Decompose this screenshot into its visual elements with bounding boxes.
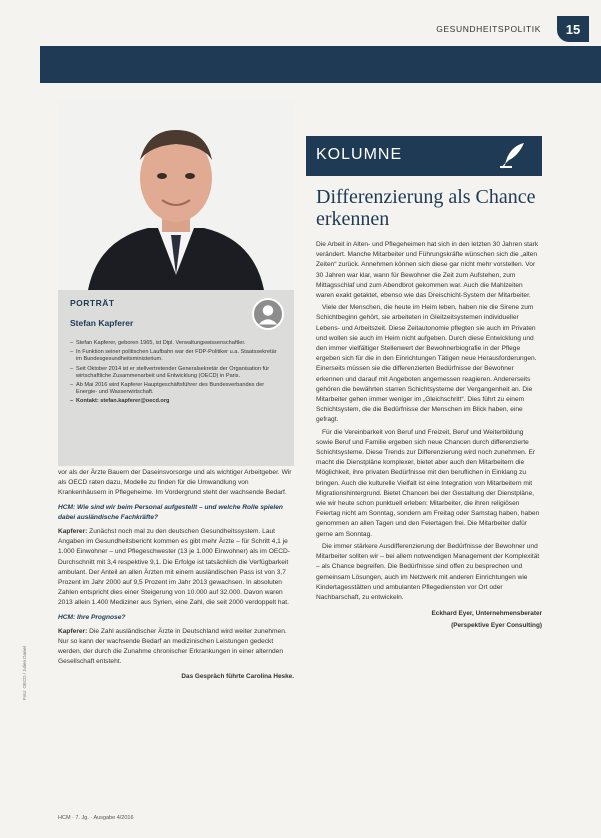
answer-speaker: Kapferer: [58,528,88,536]
photo-credit: Foto: OECD / Julien Daniel [22,645,27,700]
answer-text: Zunächst noch mal zu den deutschen Gesundheitssystem. Laut Angaben im Gesundheitsbericht kommen es gibt mehr Ärzte – für Schritt 4,1 je 1.000 Einwohner – und Pflegeschwester (13 je 1.000 Einwohner) als im OECD-Durchschnitt mit 3,4 respektive 9,1. Die Erfolge ist tatsächlich die Verfügbarkeit ambulant. Der Anteil an allen Ärzten mit einem ausländischen Pass ist von 3,7 Prozent im Jahr 2000 auf 9,5 Prozent im Jahr 2013 gewachsen. In absoluten Zahlen entspricht dies einer Steigerung von 10.000 auf 32.000. Davon waren 2013 allein 1.400 Mediziner aus Syrien, eine Zahl, die seit 2000 verdoppelt hat. [58,528,291,607]
top-color-band [40,46,601,83]
answer-speaker: Kapferer: [58,627,88,635]
kolumne-headline: Differenzierung als Chance erkennen [316,186,536,230]
portrait-name: Stefan Kapferer [70,318,134,328]
kolumne-paragraph: Für die Vereinbarkeit von Beruf und Freizeit, Beruf und Weiterbildung sowie Beruf und Familie ergeben sich neue Chancen durch differenzierte Schichtsysteme. Diese Trends zur Differenzierung wird noch zunehmen. Er macht die Dienstpläne komplexer, bietet aber auch den Mitarbeitern die Möglichkeit, ihre privaten Bedürfnisse mit den beruflichen in Einklang zu bringen. Auch die kulturelle Vielfalt ist eine Integration von Mitarbeitern mit Migrationshintergrund. Bietet Chancen bei der Gestaltung der Dienstpläne, wie wir heute schon punktuell erleben: Mitarbeiter, die ihren religiösen Feiertag nicht am Sonntag, sondern am Freitag oder Samstag haben, haben genommen an allen Tagen und den Feiertagen frei. Die Mitarbeiter dafür gerne am Sonntag. [316,428,540,538]
bio-item: – Ab Mai 2016 wird Kapferer Hauptgeschäftsführer des Bundesverbandes der Energie- und Wasserwirtschaft. [70,382,282,396]
interview-question: HCM: Ihre Prognose? [58,613,126,621]
page-footer: HCM · 7. Jg. · Ausgabe 4/2016 [58,815,134,821]
kolumne-author: Eckhard Eyer, Unternehmensberater [431,610,542,618]
kolumne-text [316,240,542,632]
portrait-box [58,290,294,466]
bio-list [70,340,282,406]
section-title: GESUNDHEITSPOLITIK [436,24,541,34]
interview-text [58,468,294,682]
portrait-photo [58,100,294,290]
person-icon [252,298,284,330]
bio-item: – Stefan Kapferer, geboren 1965, ist Dipl. Verwaltungswissenschaftler. [70,340,282,347]
interview-question: HCM: Wie sind wir beim Personal aufgestellt – und welche Rolle spielen dabei ausländische Fachkräfte? [58,503,283,521]
portrait-photo-illustration [58,100,294,290]
kolumne-paragraph: Viele der Menschen, die heute im Heim leben, haben nie die Sirene zum Schichtbeginn gehört, sie arbeiteten in Gleitzeitsystemen individueller Lebens- und Arbeitszeit. Diese Zeitautonomie pflegten sie auch im Privaten und wollen sie auch im Heim nicht aufgeben. Durch diese Entwicklung und den immer vielfältiger Stellenwert der Bewohnerbiografie in der Pflege ergeben sich für die in den Einrichtungen Tätigen neue Herausforderungen. Einerseits müssen sie die differenzierten Bedürfnisse der Bewohner erkennen und darauf mit Angeboten angemessen reagieren. Andererseits gehören die bewährten starren Schichtsysteme der Vergangenheit an. Die Mitarbeiter gehen immer weniger im „Gleichschritt“. Dies führt zu einem Schichtsystem, die die Bedürfnisse der Menschen im Blick haben, eine gefragt. [316,304,537,424]
kolumne-paragraph: Die immer stärkere Ausdifferenzierung der Bedürfnisse der Bewohner und Mitarbeiter sollten wir – bei allem notwendigen Management der Komplexität – als Chance begreifen. Die Bedürfnisse sind offen zu besprechen und gemeinsam Lösungen, auch im Netzwerk mit anderen Einrichtungen wie Kindertagesstätten und ambulanten Pflegediensten vor Ort oder Nachbarschaft, zu entwickeln. [316,542,540,601]
page-header [0,0,601,44]
interview-answer [58,527,294,609]
interview-credit: Das Gespräch führte Carolina Heske. [181,672,294,680]
kolumne-author-org: (Perspektive Eyer Consulting) [451,622,542,630]
bio-item: – Seit Oktober 2014 ist er stellvertretender Generalsekretär der Organisation für wirtschaftliche Zusammenarbeit und Entwicklung (OECD) in Paris. [70,366,282,380]
kolumne-paragraph: Die Arbeit in Alten- und Pflegeheimen hat sich in den letzten 30 Jahren stark verändert. Manche Mitarbeiter und Führungskräfte wünschen sich die „alten Zeiten“ zurück. Annehmen können sich diese gar nicht mehr vorstellen. Vor 30 Jahren war klar, wann für Bewohner die Zeit zum Aufstehen, zum Mittagsschlaf und zum Abendbrot gekommen war. Auch die Mahlzeiten waren exakt getaktet, ebenso wie das Dreischicht-System der Mitarbeiter. [316,241,539,300]
answer-text: Die Zahl ausländischer Ärzte in Deutschland wird weiter zunehmen. Nur so kann der wachsende Bedarf an medizinischen Leistungen gedeckt werden, der durch die Zunahme chronischer Erkrankungen in einer alternden Gesellschaft entsteht. [58,627,287,666]
interview-paragraph: vor als der Ärzte Bauern der Daseinsvorsorge und als wichtiger Arbeitgeber. Wir als OECD raten dazu, Modelle zu finden für die Umwandlung von Krankenhäusern in Pflegeheime. Im Vordergrund steht der wachsende Bedarf. [58,469,292,497]
kolumne-label: KOLUMNE [316,146,403,163]
page-number: 15 [557,16,589,42]
interview-answer [58,627,294,668]
bio-contact: – Kontakt: stefan.kapferer@oecd.org [70,398,282,405]
quill-icon [498,140,528,170]
kolumne-band [306,136,542,176]
bio-item: – In Funktion seiner politischen Laufbahn war der FDP-Politiker u.a. Staatssekretär im Bundesgesundheitsministerium. [70,349,282,363]
portrait-label: PORTRÄT [70,298,115,308]
